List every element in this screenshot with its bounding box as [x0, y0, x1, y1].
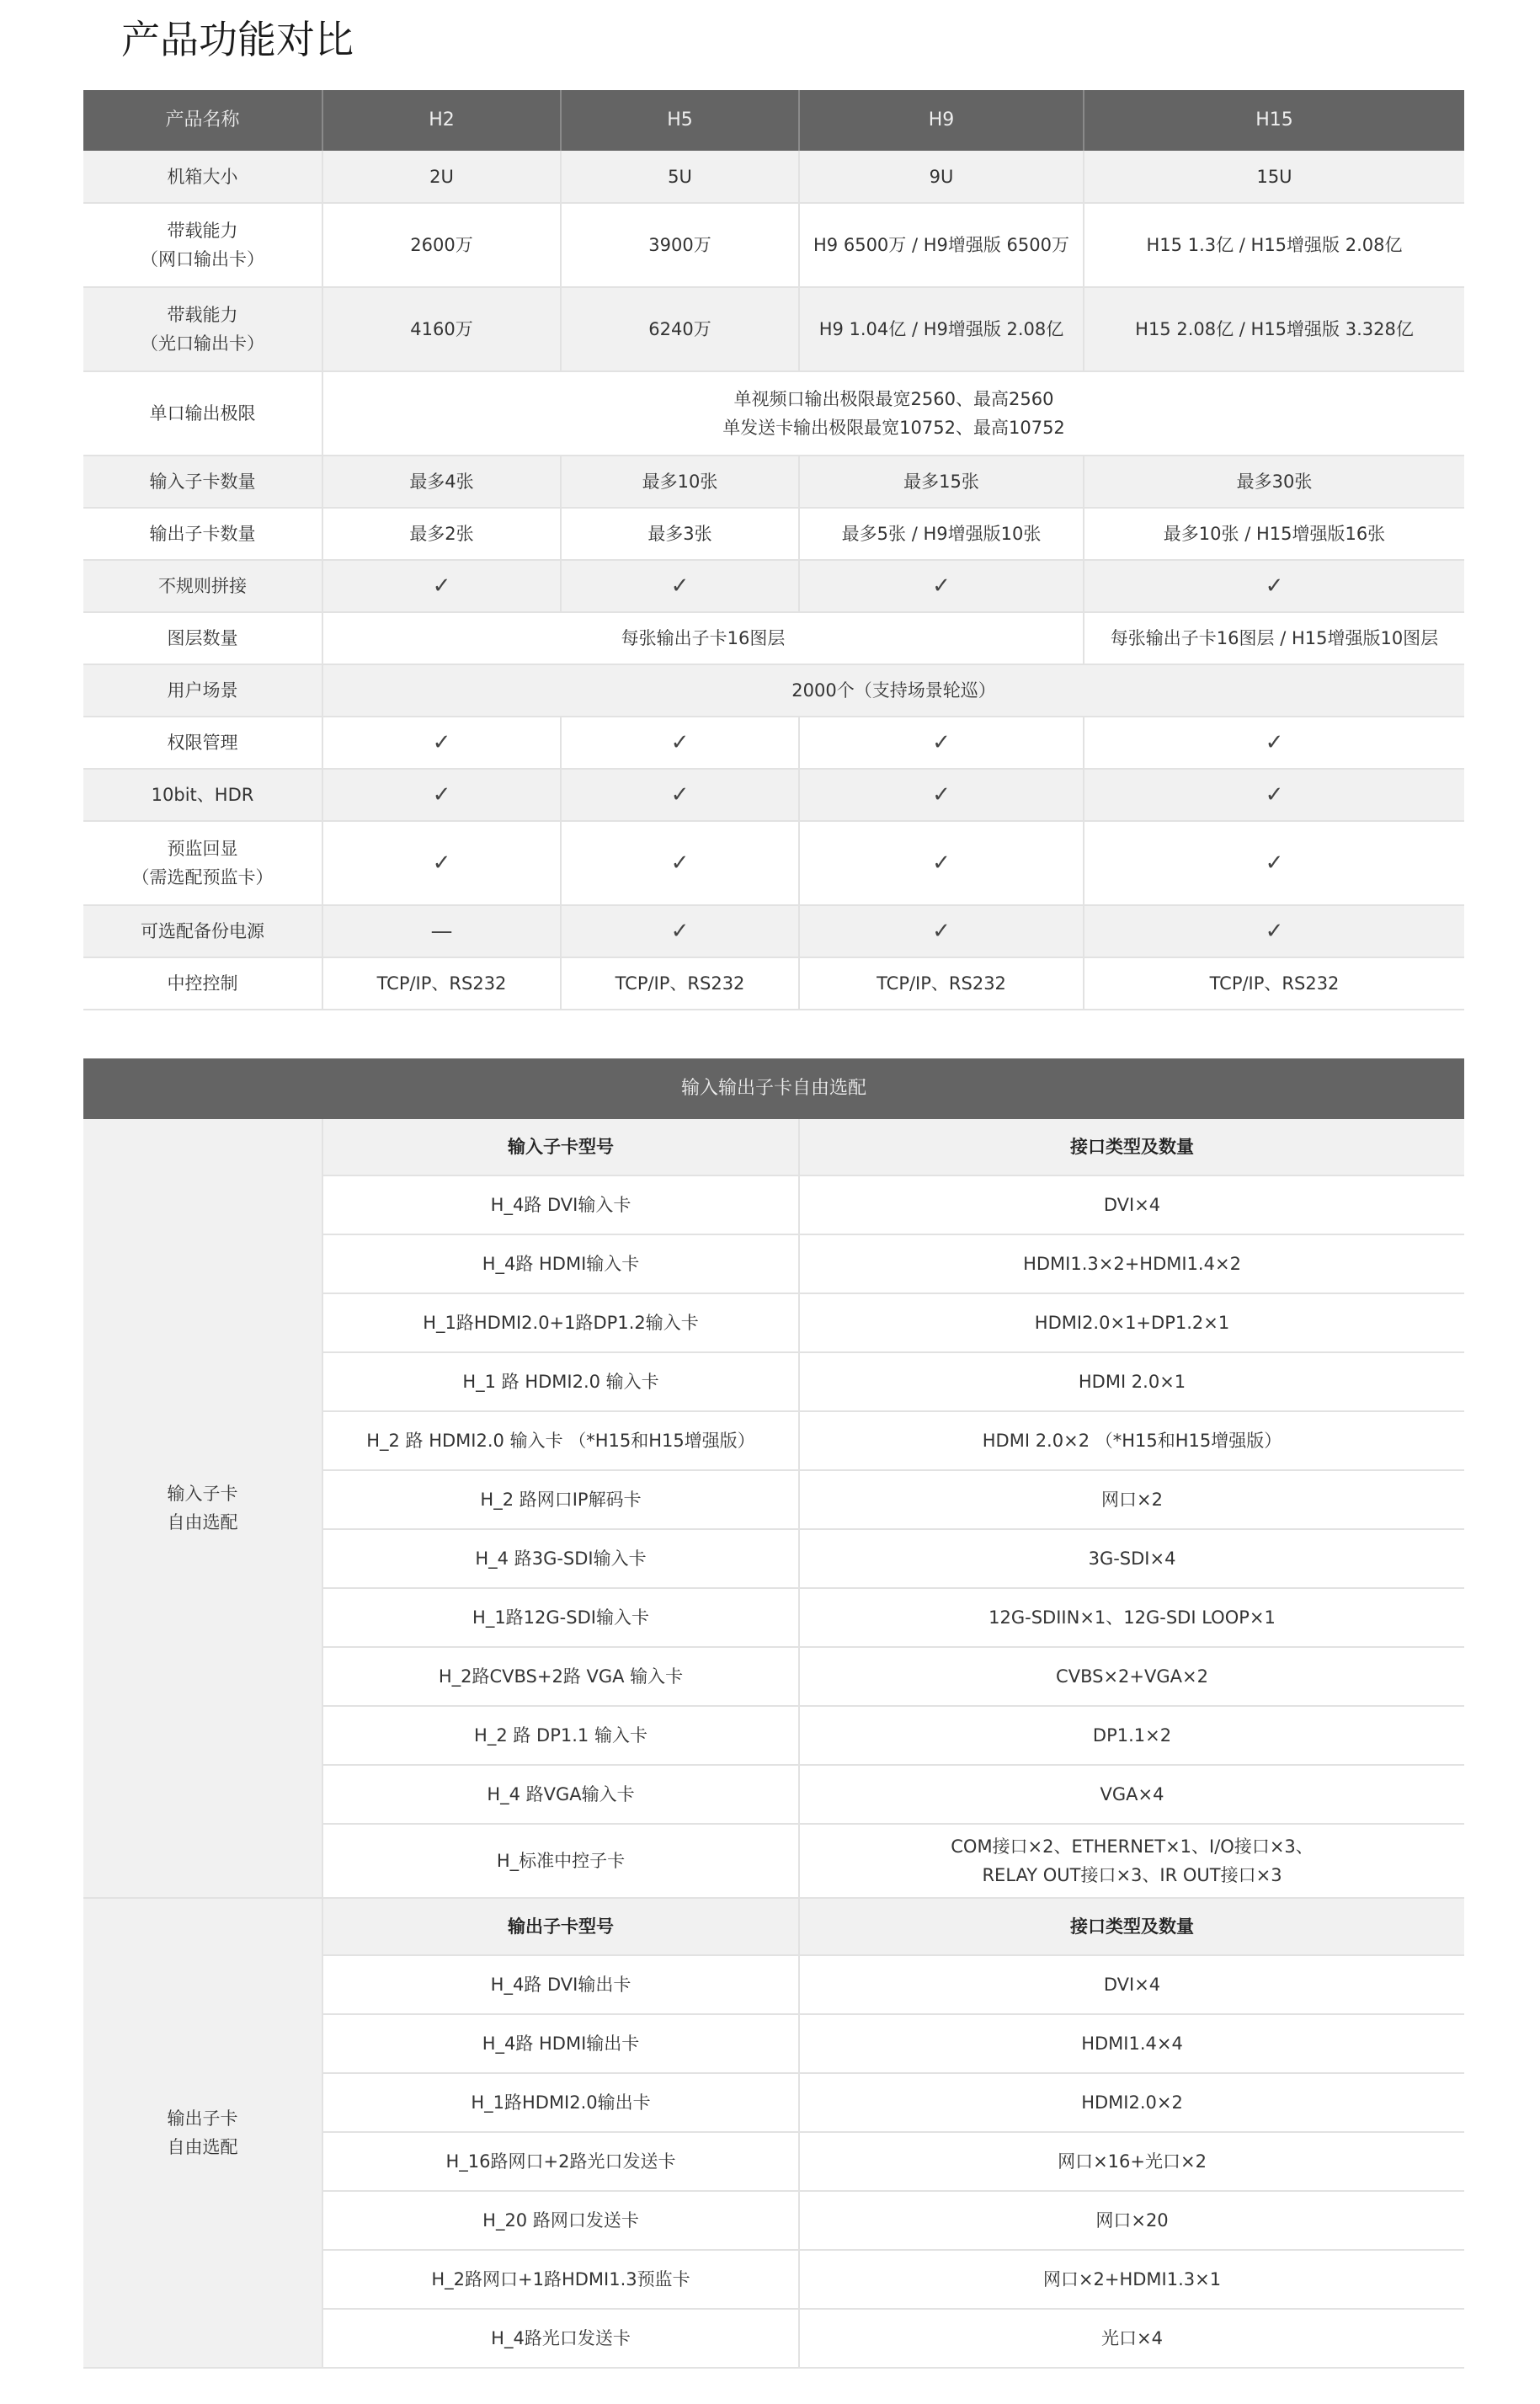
cell-scenes: 2000个（支持场景轮巡）: [322, 664, 1464, 717]
input-card-ports: VGA×4: [799, 1765, 1464, 1824]
cell-h15: 最多10张 / H15增强版16张: [1084, 508, 1464, 560]
check-icon: ✓: [799, 821, 1084, 905]
cell-h2: 最多2张: [322, 508, 561, 560]
row-load-fiber: [83, 287, 1464, 371]
card-options-table: [83, 1058, 1464, 2369]
check-icon: ✓: [322, 560, 561, 612]
input-group-label: 输入子卡 自由选配: [83, 1119, 322, 1898]
row-preview: [83, 821, 1464, 905]
row-layers: [83, 612, 1464, 664]
output-group-label: 输出子卡 自由选配: [83, 1898, 322, 2368]
output-card-ports: 光口×4: [799, 2309, 1464, 2368]
output-card-ports: DVI×4: [799, 1955, 1464, 2014]
input-card-model: H_4路 DVI输入卡: [322, 1175, 799, 1234]
output-card-ports: 网口×16+光口×2: [799, 2132, 1464, 2191]
row-output-cards: [83, 508, 1464, 560]
header-h5: H5: [561, 90, 799, 151]
output-card-model: H_20 路网口发送卡: [322, 2191, 799, 2250]
input-card-model: H_4 路VGA输入卡: [322, 1765, 799, 1824]
input-card-ports: 网口×2: [799, 1470, 1464, 1529]
comparison-table: [83, 90, 1464, 1010]
row-hdr: [83, 769, 1464, 821]
header-h15: H15: [1084, 90, 1464, 151]
cell-h9: 9U: [799, 151, 1084, 203]
input-card-model: H_标准中控子卡: [322, 1824, 799, 1898]
output-card-ports: HDMI1.4×4: [799, 2014, 1464, 2073]
input-card-model: H_2 路 HDMI2.0 输入卡 （*H15和H15增强版）: [322, 1411, 799, 1470]
output-card-ports: HDMI2.0×2: [799, 2073, 1464, 2132]
row-label: 输出子卡数量: [83, 508, 322, 560]
cell-layers-h15: 每张输出子卡16图层 / H15增强版10图层: [1084, 612, 1464, 664]
header-h9: H9: [799, 90, 1084, 151]
cell-h15: 15U: [1084, 151, 1464, 203]
row-label: 单口输出极限: [83, 371, 322, 456]
input-card-model: H_2路CVBS+2路 VGA 输入卡: [322, 1647, 799, 1706]
input-card-ports: 3G-SDI×4: [799, 1529, 1464, 1588]
dash-icon: —: [322, 905, 561, 957]
input-ports-header: 接口类型及数量: [799, 1119, 1464, 1175]
input-card-ports: 12G-SDIIN×1、12G-SDI LOOP×1: [799, 1588, 1464, 1647]
check-icon: ✓: [1084, 821, 1464, 905]
check-icon: ✓: [322, 821, 561, 905]
row-label: 10bit、HDR: [83, 769, 322, 821]
cell-h15: TCP/IP、RS232: [1084, 957, 1464, 1010]
check-icon: ✓: [799, 717, 1084, 769]
cell-h2: TCP/IP、RS232: [322, 957, 561, 1010]
options-banner: 输入输出子卡自由选配: [83, 1058, 1464, 1119]
input-card-ports: DP1.1×2: [799, 1706, 1464, 1765]
input-cards-section: [83, 1119, 1464, 1898]
output-card-model: H_4路 DVI输出卡: [322, 1955, 799, 2014]
output-card-model: H_2路网口+1路HDMI1.3预监卡: [322, 2250, 799, 2309]
page-title: 产品功能对比: [121, 17, 354, 62]
row-label: 带载能力 （光口输出卡）: [83, 287, 322, 371]
check-icon: ✓: [1084, 769, 1464, 821]
check-icon: ✓: [561, 821, 799, 905]
output-card-model: H_1路HDMI2.0输出卡: [322, 2073, 799, 2132]
check-icon: ✓: [799, 560, 1084, 612]
row-port-limit: [83, 371, 1464, 456]
check-icon: ✓: [799, 769, 1084, 821]
row-scenes: [83, 664, 1464, 717]
cell-h5: TCP/IP、RS232: [561, 957, 799, 1010]
input-card-model: H_2 路 DP1.1 输入卡: [322, 1706, 799, 1765]
cell-h5: 5U: [561, 151, 799, 203]
input-card-ports: HDMI2.0×1+DP1.2×1: [799, 1293, 1464, 1352]
check-icon: ✓: [322, 769, 561, 821]
header-h2: H2: [322, 90, 561, 151]
row-control: [83, 957, 1464, 1010]
check-icon: ✓: [1084, 905, 1464, 957]
cell-h9: H9 1.04亿 / H9增强版 2.08亿: [799, 287, 1084, 371]
output-card-ports: 网口×2+HDMI1.3×1: [799, 2250, 1464, 2309]
check-icon: ✓: [1084, 717, 1464, 769]
input-card-model: H_2 路网口IP解码卡: [322, 1470, 799, 1529]
row-irregular: [83, 560, 1464, 612]
output-ports-header: 接口类型及数量: [799, 1898, 1464, 1955]
cell-h15: H15 2.08亿 / H15增强版 3.328亿: [1084, 287, 1464, 371]
input-card-ports: COM接口×2、ETHERNET×1、I/O接口×3、 RELAY OUT接口×3、IR OUT接口×3: [799, 1824, 1464, 1898]
input-card-ports: CVBS×2+VGA×2: [799, 1647, 1464, 1706]
cell-layers-h2-h9: 每张输出子卡16图层: [322, 612, 1084, 664]
row-permission: [83, 717, 1464, 769]
cell-h9: TCP/IP、RS232: [799, 957, 1084, 1010]
output-cards-section: [83, 1898, 1464, 2368]
cell-h15: 最多30张: [1084, 456, 1464, 508]
cell-h5: 最多3张: [561, 508, 799, 560]
cell-h5: 6240万: [561, 287, 799, 371]
input-card-model: H_1 路 HDMI2.0 输入卡: [322, 1352, 799, 1411]
check-icon: ✓: [561, 905, 799, 957]
row-label: 用户场景: [83, 664, 322, 717]
cell-h2: 2600万: [322, 203, 561, 287]
row-input-cards: [83, 456, 1464, 508]
check-icon: ✓: [561, 560, 799, 612]
comparison-header-row: [83, 90, 1464, 151]
input-card-ports: HDMI 2.0×2 （*H15和H15增强版）: [799, 1411, 1464, 1470]
row-label: 可选配备份电源: [83, 905, 322, 957]
cell-h9: 最多15张: [799, 456, 1084, 508]
output-card-model: H_4路光口发送卡: [322, 2309, 799, 2368]
check-icon: ✓: [561, 717, 799, 769]
input-card-model: H_1路12G-SDI输入卡: [322, 1588, 799, 1647]
cell-h5: 最多10张: [561, 456, 799, 508]
row-backup-power: [83, 905, 1464, 957]
input-card-model: H_4路 HDMI输入卡: [322, 1234, 799, 1293]
cell-port-limit: 单视频口输出极限最宽2560、最高2560 单发送卡输出极限最宽10752、最高10752: [322, 371, 1464, 456]
input-model-header: 输入子卡型号: [322, 1119, 799, 1175]
cell-h9: 最多5张 / H9增强版10张: [799, 508, 1084, 560]
cell-h2: 4160万: [322, 287, 561, 371]
input-card-model: H_4 路3G-SDI输入卡: [322, 1529, 799, 1588]
row-label: 中控控制: [83, 957, 322, 1010]
check-icon: ✓: [322, 717, 561, 769]
input-card-ports: HDMI 2.0×1: [799, 1352, 1464, 1411]
input-card-model: H_1路HDMI2.0+1路DP1.2输入卡: [322, 1293, 799, 1352]
output-model-header: 输出子卡型号: [322, 1898, 799, 1955]
cell-h2: 2U: [322, 151, 561, 203]
input-card-ports: HDMI1.3×2+HDMI1.4×2: [799, 1234, 1464, 1293]
row-label: 带载能力 （网口输出卡）: [83, 203, 322, 287]
row-label: 机箱大小: [83, 151, 322, 203]
row-label: 图层数量: [83, 612, 322, 664]
check-icon: ✓: [1084, 560, 1464, 612]
input-card-ports: DVI×4: [799, 1175, 1464, 1234]
row-label: 输入子卡数量: [83, 456, 322, 508]
check-icon: ✓: [799, 905, 1084, 957]
row-label: 预监回显 （需选配预监卡）: [83, 821, 322, 905]
output-card-model: H_16路网口+2路光口发送卡: [322, 2132, 799, 2191]
cell-h9: H9 6500万 / H9增强版 6500万: [799, 203, 1084, 287]
cell-h5: 3900万: [561, 203, 799, 287]
row-label: 不规则拼接: [83, 560, 322, 612]
header-product-name: 产品名称: [83, 90, 322, 151]
row-label: 权限管理: [83, 717, 322, 769]
input-subheader-row: [83, 1119, 1464, 1175]
output-subheader-row: [83, 1898, 1464, 1955]
row-load-net: [83, 203, 1464, 287]
cell-h2: 最多4张: [322, 456, 561, 508]
row-chassis: [83, 151, 1464, 203]
cell-h15: H15 1.3亿 / H15增强版 2.08亿: [1084, 203, 1464, 287]
output-card-ports: 网口×20: [799, 2191, 1464, 2250]
output-card-model: H_4路 HDMI输出卡: [322, 2014, 799, 2073]
check-icon: ✓: [561, 769, 799, 821]
